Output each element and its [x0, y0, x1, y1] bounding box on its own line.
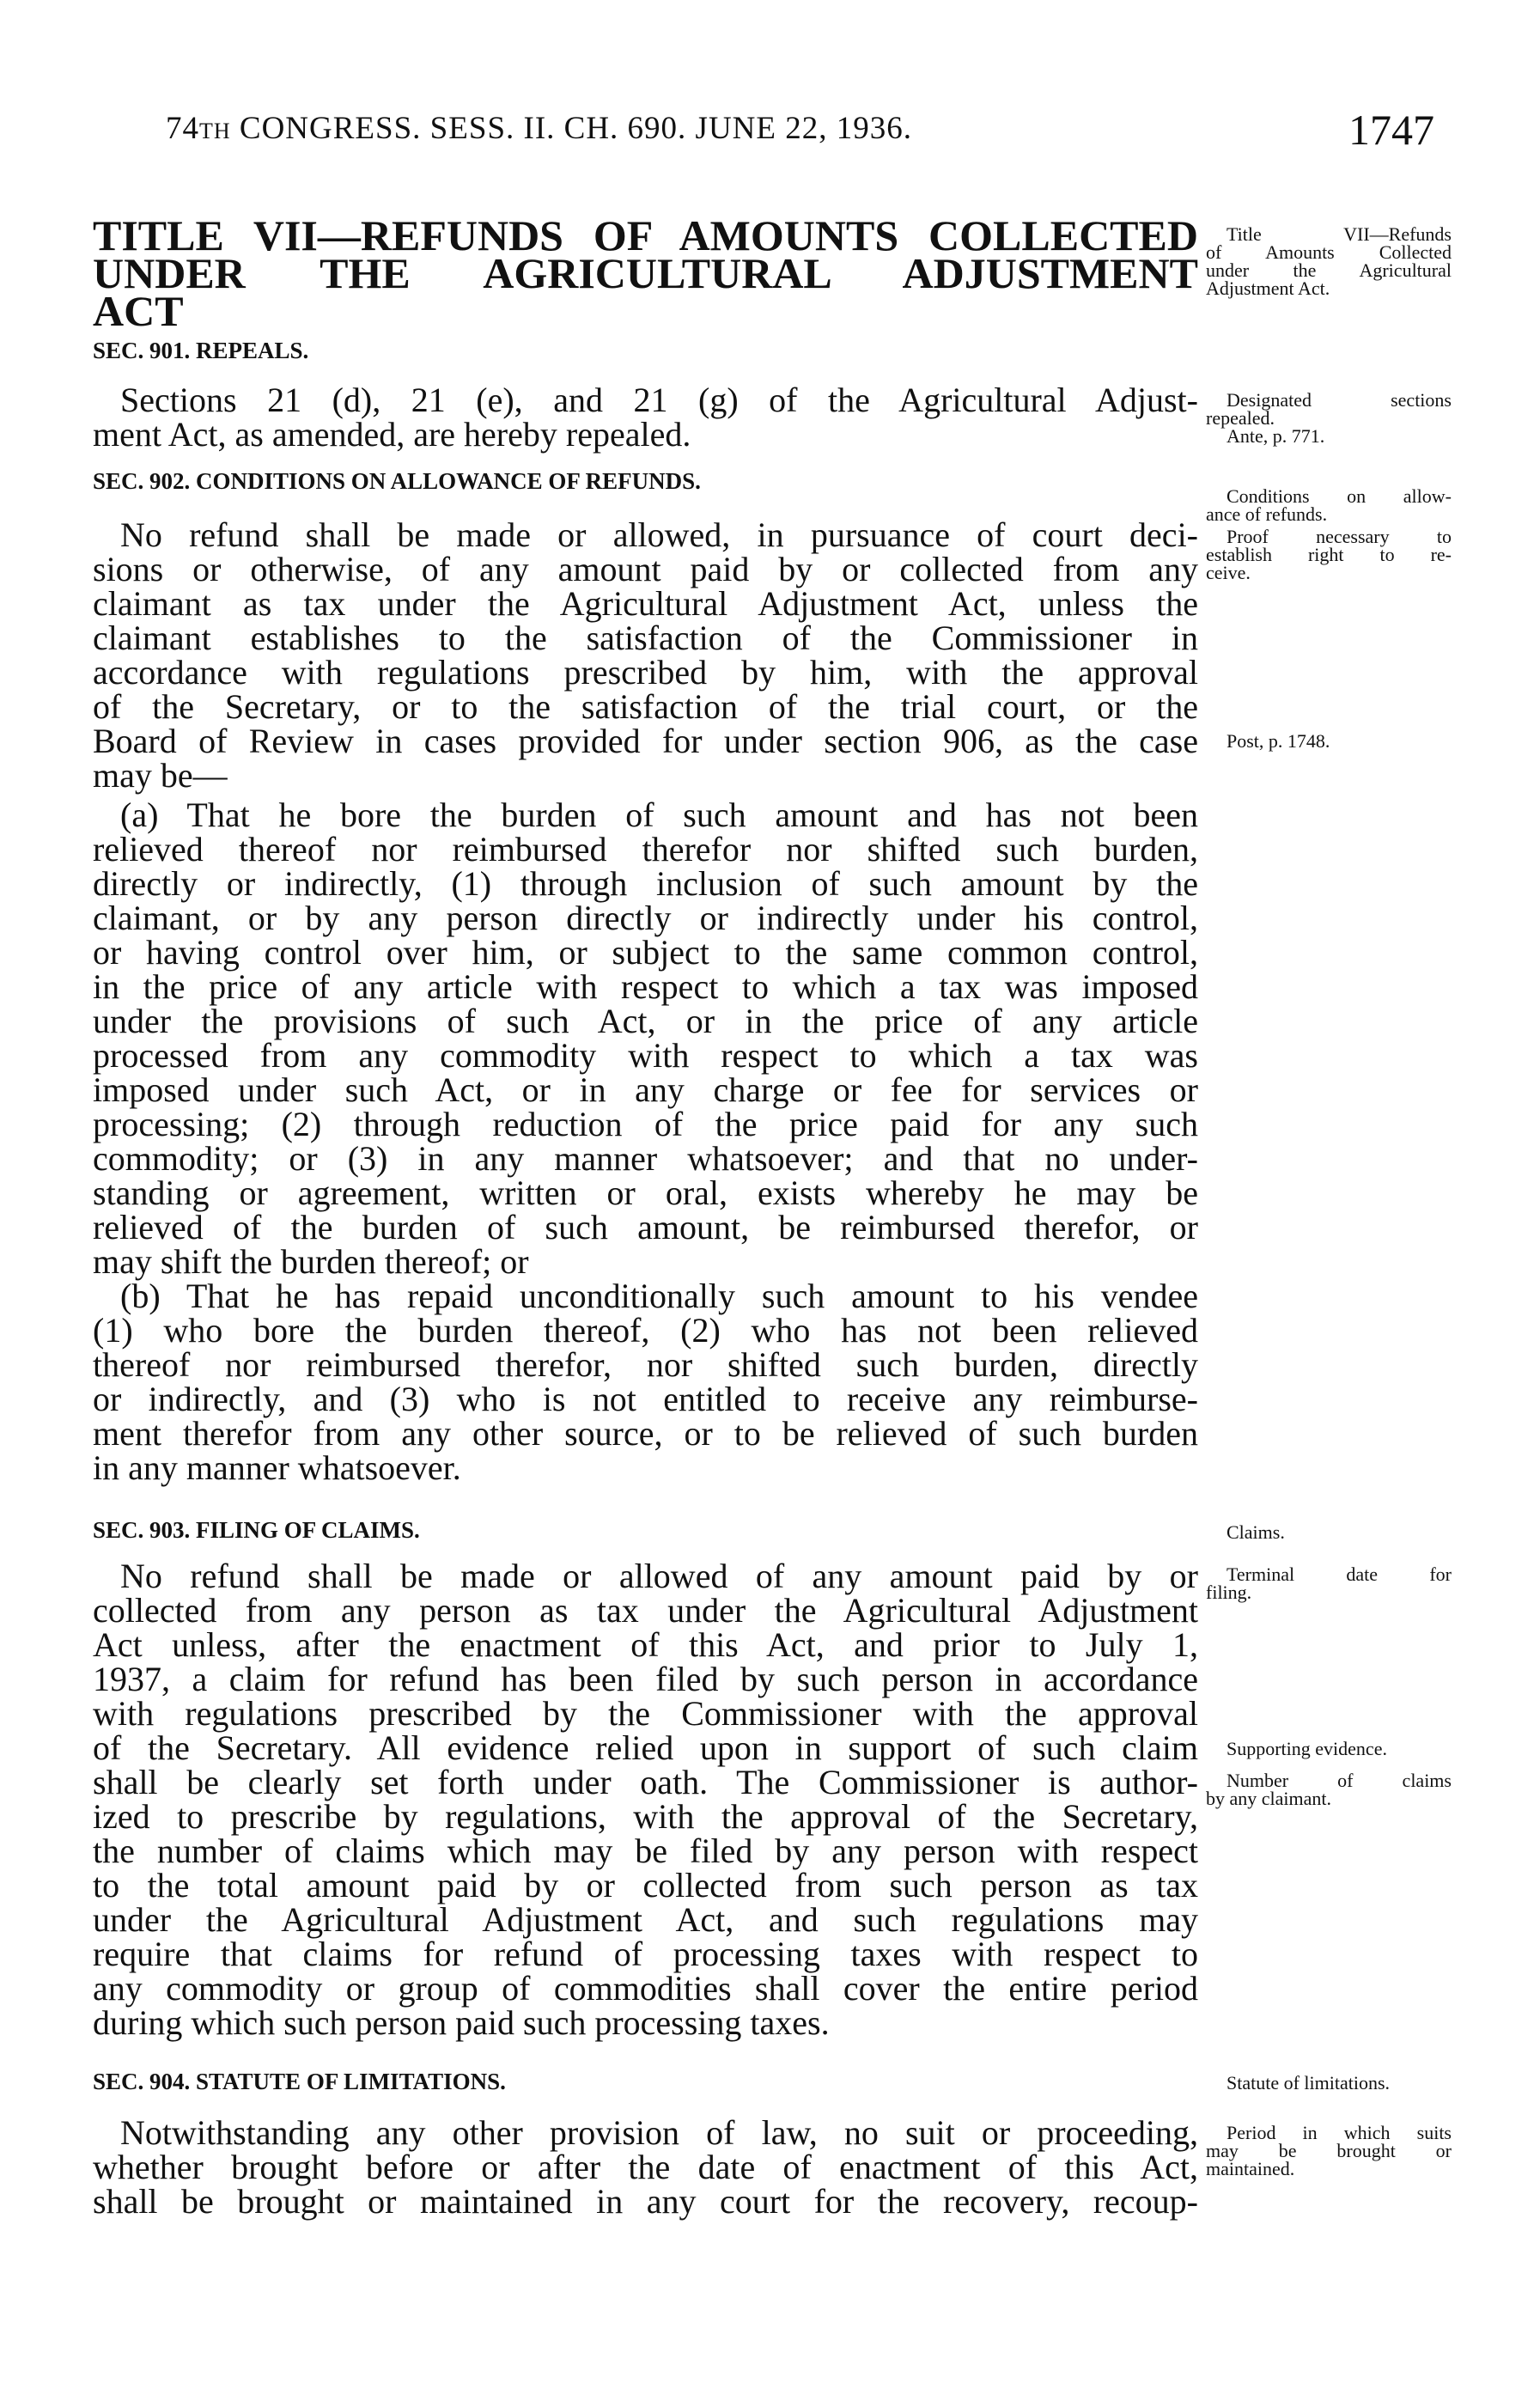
text-line: of the Secretary. All evidence relied upon in support of such claim: [93, 1728, 1198, 1767]
margin-note-post-reference: [1206, 732, 1452, 750]
margin-note: [1206, 1523, 1452, 1541]
text-line: shall be clearly set forth under oath. The Commissioner is author-: [93, 1763, 1198, 1801]
title-heading: [93, 211, 1198, 335]
text-line: Sections 21 (d), 21 (e), and 21 (g) of the Agricultural Adjust-: [120, 381, 1198, 419]
text-line: standing or agreement, written or oral, exists whereby he may be: [93, 1173, 1198, 1212]
margin-note-line: ance of refunds.: [1206, 503, 1328, 525]
text-line: Act unless, after the enactment of this Act, and prior to July 1,: [93, 1625, 1198, 1664]
text-line: with regulations prescribed by the Commissioner with the approval: [93, 1694, 1198, 1733]
margin-note-line: by any claimant.: [1206, 1788, 1332, 1809]
text-line: accordance with regulations prescribed by him, with the approval: [93, 653, 1198, 692]
text-line: shall be brought or maintained in any court for the recovery, recoup-: [93, 2182, 1198, 2221]
text-line: No refund shall be made or allowed, in pursuance of court deci-: [120, 515, 1198, 554]
margin-note: [1206, 1565, 1452, 1601]
margin-note: [1206, 487, 1452, 523]
section-heading-902: SEC. 902. CONDITIONS ON ALLOWANCE OF REFUNDS.: [93, 468, 701, 494]
margin-note-line: Post, p. 1748.: [1227, 730, 1330, 752]
text-line: relieved of the burden of such amount, be reimbursed therefor, or: [93, 1208, 1198, 1246]
text-line: whether brought before or after the date of enactment of this Act,: [93, 2148, 1198, 2186]
section-902-paragraph: [93, 515, 1198, 795]
text-line: under the provisions of such Act, or in the price of any article: [93, 1002, 1198, 1040]
text-line: thereof nor reimbursed therefor, nor shifted such burden, directly: [93, 1345, 1198, 1384]
text-line: (a) That he bore the burden of such amount and has not been: [120, 795, 1198, 834]
running-head: 74th CONGRESS. SESS. II. CH. 690. JUNE 22, 1936.: [166, 111, 912, 146]
text-line: processed from any commodity with respect to which a tax was: [93, 1036, 1198, 1075]
margin-note-line: establish right to re-: [1206, 544, 1452, 565]
text-line: may shift the burden thereof; or: [93, 1242, 529, 1281]
margin-note-line: Designated sections: [1227, 389, 1452, 411]
text-line: Notwithstanding any other provision of law, no suit or proceeding,: [120, 2113, 1198, 2152]
margin-note: [1206, 2074, 1452, 2092]
title-line: TITLE VII—REFUNDS OF AMOUNTS COLLECTED: [93, 211, 1198, 259]
section-heading-901: SEC. 901. REPEALS.: [93, 338, 309, 363]
margin-note-line: Supporting evidence.: [1227, 1738, 1387, 1759]
margin-note-line: Period in which suits: [1227, 2122, 1452, 2143]
text-line: No refund shall be made or allowed of any amount paid by or: [120, 1557, 1198, 1595]
text-line: ment therefor from any other source, or to be relieved of such burden: [93, 1414, 1198, 1453]
text-line: claimant establishes to the satisfaction of the Commissioner in: [93, 619, 1198, 657]
margin-note-line: maintained.: [1206, 2158, 1295, 2179]
section-heading-904: SEC. 904. STATUTE OF LIMITATIONS.: [93, 2069, 506, 2094]
margin-note: [1206, 1740, 1452, 1758]
text-line: under the Agricultural Adjustment Act, and such regulations may: [93, 1900, 1198, 1939]
margin-note-line: Conditions on allow-: [1227, 485, 1452, 507]
section-904-paragraph: [93, 2113, 1198, 2221]
margin-note-line: may be brought or: [1206, 2140, 1452, 2161]
margin-note: [1206, 527, 1452, 582]
text-line: imposed under such Act, or in any charge or fee for services or: [93, 1070, 1198, 1109]
text-line: may be—: [93, 756, 228, 795]
margin-note: [1206, 2124, 1452, 2178]
title-line: ACT: [93, 287, 184, 335]
text-line: relieved thereof nor reimbursed therefor nor shifted such burden,: [93, 830, 1198, 868]
text-line: the number of claims which may be filed by any person with respect: [93, 1831, 1198, 1870]
text-line: claimant as tax under the Agricultural Adjustment Act, unless the: [93, 584, 1198, 623]
margin-note-line: Number of claims: [1227, 1770, 1452, 1791]
margin-note-line: filing.: [1206, 1582, 1252, 1603]
margin-note-line: Title VII—Refunds: [1227, 223, 1452, 245]
text-line: or having control over him, or subject to the same common control,: [93, 933, 1198, 972]
margin-note-line: ceive.: [1206, 562, 1251, 583]
margin-note-line: repealed.: [1206, 407, 1275, 429]
margin-note: [1206, 1771, 1452, 1807]
title-line: UNDER THE AGRICULTURAL ADJUSTMENT: [93, 249, 1198, 297]
text-line: sions or otherwise, of any amount paid by or collected from any: [93, 550, 1198, 588]
text-line: during which such person paid such processing taxes.: [93, 2003, 830, 2042]
margin-note-line: of Amounts Collected: [1206, 241, 1452, 263]
text-line: (b) That he has repaid unconditionally such amount to his vendee: [120, 1277, 1198, 1315]
section-heading-903: SEC. 903. FILING OF CLAIMS.: [93, 1517, 420, 1543]
margin-note-line: Proof necessary to: [1227, 526, 1452, 547]
section-902-clause-a: [93, 795, 1198, 1281]
text-line: ized to prescribe by regulations, with the approval of the Secretary,: [93, 1797, 1198, 1836]
text-line: in the price of any article with respect to which a tax was imposed: [93, 967, 1198, 1006]
text-line: of the Secretary, or to the satisfaction of the trial court, or the: [93, 687, 1198, 726]
margin-note: [1206, 225, 1452, 297]
text-line: collected from any person as tax under the Agricultural Adjustment: [93, 1591, 1198, 1630]
text-line: require that claims for refund of processing taxes with respect to: [93, 1935, 1198, 1973]
margin-note-line: under the Agricultural: [1206, 259, 1452, 281]
margin-note: [1206, 391, 1452, 427]
text-line: directly or indirectly, (1) through inclusion of such amount by the: [93, 864, 1198, 903]
text-line: commodity; or (3) in any manner whatsoever; and that no under-: [93, 1139, 1198, 1178]
text-line: any commodity or group of commodities shall cover the entire period: [93, 1969, 1198, 2008]
section-902-clause-b: [93, 1279, 1198, 1485]
text-line: claimant, or by any person directly or indirectly under his control,: [93, 899, 1198, 937]
text-line: processing; (2) through reduction of the price paid for any such: [93, 1105, 1198, 1143]
margin-note-line: Ante, p. 771.: [1227, 425, 1325, 447]
text-line: ment Act, as amended, are hereby repealed.: [93, 415, 691, 454]
margin-note-ante-reference: [1206, 427, 1452, 445]
text-line: to the total amount paid by or collected from such person as tax: [93, 1866, 1198, 1905]
text-line: 1937, a claim for refund has been filed by such person in accordance: [93, 1660, 1198, 1698]
margin-note-line: Adjustment Act.: [1206, 277, 1330, 299]
margin-note-line: Claims.: [1227, 1521, 1285, 1543]
text-line: or indirectly, and (3) who is not entitled to receive any reimburse-: [93, 1380, 1198, 1418]
section-901-paragraph: [93, 383, 1198, 452]
page-number: 1747: [1348, 106, 1434, 154]
margin-note-line: Statute of limitations.: [1227, 2072, 1391, 2094]
text-line: in any manner whatsoever.: [93, 1448, 461, 1487]
margin-note-line: Terminal date for: [1227, 1563, 1452, 1585]
text-line: Board of Review in cases provided for under section 906, as the case: [93, 722, 1198, 760]
section-903-paragraph: [93, 1559, 1198, 2040]
text-line: (1) who bore the burden thereof, (2) who has not been relieved: [93, 1311, 1198, 1350]
